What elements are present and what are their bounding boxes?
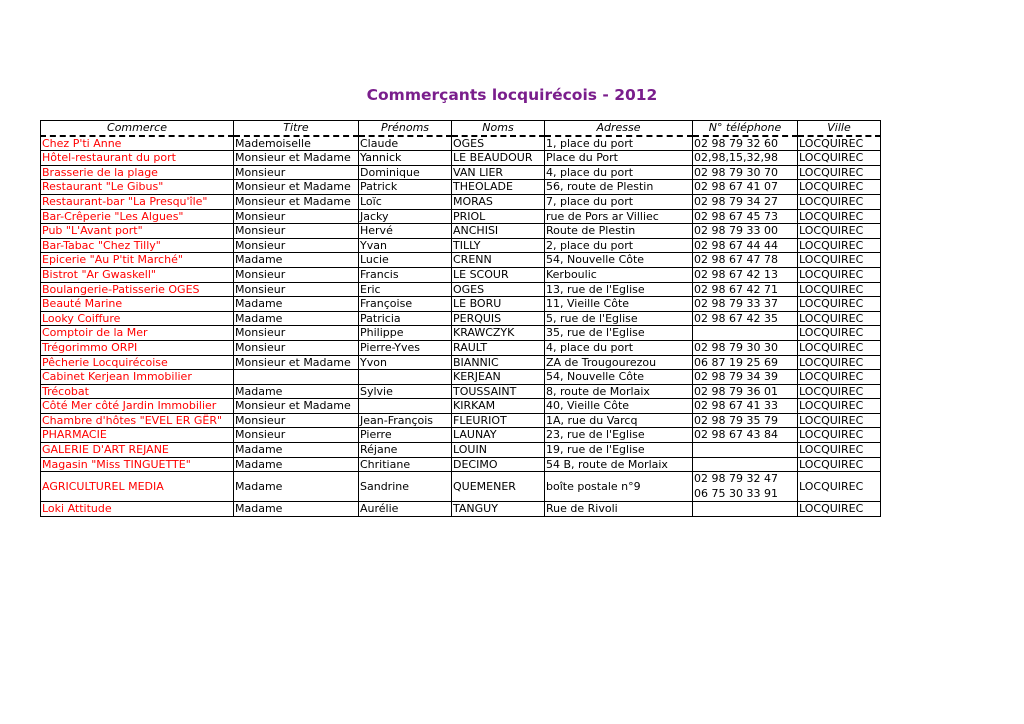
- cell-commerce: PHARMACIE: [41, 428, 234, 443]
- cell-ville: LOCQUIREC: [798, 384, 881, 399]
- cell-adresse: 35, rue de l'Eglise: [545, 326, 693, 341]
- cell-nom: MORAS: [452, 194, 545, 209]
- table-row: [41, 267, 881, 282]
- cell-nom: BIANNIC: [452, 355, 545, 370]
- cell-ville: LOCQUIREC: [798, 209, 881, 224]
- table-row: [41, 502, 881, 517]
- cell-adresse: 4, place du port: [545, 340, 693, 355]
- cell-titre: Monsieur et Madame: [234, 194, 359, 209]
- cell-titre: Madame: [234, 297, 359, 312]
- table-row: [41, 238, 881, 253]
- cell-titre: Madame: [234, 457, 359, 472]
- cell-prenom: Yvon: [359, 355, 452, 370]
- cell-titre: Madame: [234, 384, 359, 399]
- table-row: [41, 151, 881, 166]
- table-row: [41, 194, 881, 209]
- table-row: [41, 370, 881, 385]
- cell-prenom: Pierre-Yves: [359, 340, 452, 355]
- cell-prenom: Jean-François: [359, 413, 452, 428]
- cell-prenom: Dominique: [359, 165, 452, 180]
- cell-adresse: 40, Vieille Côte: [545, 399, 693, 414]
- cell-adresse: Route de Plestin: [545, 224, 693, 239]
- cell-prenom: Eric: [359, 282, 452, 297]
- cell-telephone: 06 87 19 25 69: [693, 355, 798, 370]
- cell-adresse: boîte postale n°9: [545, 472, 693, 502]
- column-header-telephone: N° téléphone: [693, 121, 798, 136]
- cell-prenom: Hervé: [359, 224, 452, 239]
- table-row: [41, 457, 881, 472]
- table-row: [41, 326, 881, 341]
- cell-prenom: Pierre: [359, 428, 452, 443]
- cell-nom: TOUSSAINT: [452, 384, 545, 399]
- table-row: [41, 384, 881, 399]
- table-row: [41, 180, 881, 195]
- cell-nom: ANCHISI: [452, 224, 545, 239]
- cell-commerce: Chambre d'hôtes "EVEL ER GËR": [41, 413, 234, 428]
- table-body: [41, 136, 881, 517]
- cell-nom: LE BEAUDOUR: [452, 151, 545, 166]
- cell-telephone: 02 98 79 34 39: [693, 370, 798, 385]
- cell-telephone: 02 98 79 34 27: [693, 194, 798, 209]
- cell-telephone: [693, 502, 798, 517]
- cell-adresse: 54, Nouvelle Côte: [545, 253, 693, 268]
- cell-nom: LE BORU: [452, 297, 545, 312]
- cell-commerce: Boulangerie-Patisserie OGES: [41, 282, 234, 297]
- cell-prenom: Yannick: [359, 151, 452, 166]
- cell-nom: LOUIN: [452, 443, 545, 458]
- cell-adresse: ZA de Trougourezou: [545, 355, 693, 370]
- cell-adresse: 11, Vieille Côte: [545, 297, 693, 312]
- cell-adresse: 13, rue de l'Eglise: [545, 282, 693, 297]
- cell-telephone: 02 98 67 44 44: [693, 238, 798, 253]
- cell-nom: PERQUIS: [452, 311, 545, 326]
- cell-adresse: 1, place du port: [545, 136, 693, 151]
- cell-nom: KRAWCZYK: [452, 326, 545, 341]
- cell-commerce: Pub "L'Avant port": [41, 224, 234, 239]
- cell-titre: Monsieur: [234, 238, 359, 253]
- table-row: [41, 443, 881, 458]
- column-header-noms: Noms: [452, 121, 545, 136]
- cell-titre: Madame: [234, 311, 359, 326]
- cell-adresse: Kerboulic: [545, 267, 693, 282]
- cell-telephone: 02 98 67 42 71: [693, 282, 798, 297]
- column-header-commerce: Commerce: [41, 121, 234, 136]
- cell-commerce: Magasin "Miss TINGUETTE": [41, 457, 234, 472]
- cell-telephone: [693, 457, 798, 472]
- cell-nom: DECIMO: [452, 457, 545, 472]
- cell-ville: LOCQUIREC: [798, 224, 881, 239]
- column-header-prenoms: Prénoms: [359, 121, 452, 136]
- cell-telephone: 02 98 79 33 37: [693, 297, 798, 312]
- cell-titre: Monsieur et Madame: [234, 399, 359, 414]
- cell-ville: LOCQUIREC: [798, 399, 881, 414]
- table-row: [41, 165, 881, 180]
- cell-adresse: rue de Pors ar Villiec: [545, 209, 693, 224]
- cell-telephone: 02 98 67 41 33: [693, 399, 798, 414]
- cell-ville: LOCQUIREC: [798, 502, 881, 517]
- table-row: [41, 413, 881, 428]
- cell-prenom: Sandrine: [359, 472, 452, 502]
- cell-prenom: Patrick: [359, 180, 452, 195]
- cell-ville: LOCQUIREC: [798, 340, 881, 355]
- cell-titre: Monsieur: [234, 267, 359, 282]
- cell-commerce: Beauté Marine: [41, 297, 234, 312]
- cell-ville: LOCQUIREC: [798, 165, 881, 180]
- cell-nom: KIRKAM: [452, 399, 545, 414]
- cell-titre: Monsieur: [234, 282, 359, 297]
- cell-prenom: Claude: [359, 136, 452, 151]
- cell-prenom: Aurélie: [359, 502, 452, 517]
- cell-ville: LOCQUIREC: [798, 413, 881, 428]
- cell-prenom: Philippe: [359, 326, 452, 341]
- cell-nom: LAUNAY: [452, 428, 545, 443]
- cell-telephone: [693, 472, 798, 502]
- cell-titre: Madame: [234, 443, 359, 458]
- table-row: [41, 209, 881, 224]
- cell-prenom: [359, 399, 452, 414]
- cell-ville: LOCQUIREC: [798, 443, 881, 458]
- cell-adresse: 23, rue de l'Eglise: [545, 428, 693, 443]
- cell-ville: LOCQUIREC: [798, 297, 881, 312]
- cell-titre: Monsieur: [234, 413, 359, 428]
- cell-commerce: Bar-Crêperie "Les Algues": [41, 209, 234, 224]
- cell-ville: LOCQUIREC: [798, 282, 881, 297]
- cell-titre: Madame: [234, 472, 359, 502]
- cell-prenom: [359, 370, 452, 385]
- cell-commerce: Trégorimmo ORPI: [41, 340, 234, 355]
- cell-adresse: 54, Nouvelle Côte: [545, 370, 693, 385]
- cell-telephone: 02 98 79 35 79: [693, 413, 798, 428]
- cell-commerce: Bar-Tabac "Chez Tilly": [41, 238, 234, 253]
- cell-ville: LOCQUIREC: [798, 253, 881, 268]
- cell-titre: Monsieur: [234, 209, 359, 224]
- cell-titre: Monsieur: [234, 340, 359, 355]
- cell-nom: TANGUY: [452, 502, 545, 517]
- table-row: [41, 282, 881, 297]
- cell-titre: Monsieur: [234, 326, 359, 341]
- cell-nom: PRIOL: [452, 209, 545, 224]
- cell-commerce: Trécobat: [41, 384, 234, 399]
- cell-commerce: Chez P'ti Anne: [41, 136, 234, 151]
- cell-nom: KERJEAN: [452, 370, 545, 385]
- cell-commerce: Brasserie de la plage: [41, 165, 234, 180]
- cell-telephone: 02 98 67 43 84: [693, 428, 798, 443]
- cell-commerce: Restaurant "Le Gibus": [41, 180, 234, 195]
- cell-ville: LOCQUIREC: [798, 326, 881, 341]
- cell-commerce: Bistrot "Ar Gwaskell": [41, 267, 234, 282]
- cell-ville: LOCQUIREC: [798, 457, 881, 472]
- cell-telephone: [693, 443, 798, 458]
- cell-nom: FLEURIOT: [452, 413, 545, 428]
- cell-commerce: Restaurant-bar "La Presqu'île": [41, 194, 234, 209]
- cell-prenom: Patricia: [359, 311, 452, 326]
- table-row: [41, 253, 881, 268]
- cell-prenom: Francis: [359, 267, 452, 282]
- cell-telephone: 02 98 67 45 73: [693, 209, 798, 224]
- header-row: [41, 121, 881, 136]
- cell-titre: Monsieur et Madame: [234, 151, 359, 166]
- cell-commerce: Looky Coiffure: [41, 311, 234, 326]
- column-header-ville: Ville: [798, 121, 881, 136]
- cell-ville: LOCQUIREC: [798, 428, 881, 443]
- cell-commerce: Hôtel-restaurant du port: [41, 151, 234, 166]
- merchants-table: [40, 120, 881, 517]
- table-row: [41, 399, 881, 414]
- cell-titre: Monsieur: [234, 224, 359, 239]
- cell-ville: LOCQUIREC: [798, 370, 881, 385]
- table-row: [41, 428, 881, 443]
- cell-telephone: 02 98 79 32 60: [693, 136, 798, 151]
- cell-ville: LOCQUIREC: [798, 472, 881, 502]
- cell-telephone: 02 98 67 41 07: [693, 180, 798, 195]
- cell-adresse: Place du Port: [545, 151, 693, 166]
- cell-nom: LE SCOUR: [452, 267, 545, 282]
- cell-adresse: 19, rue de l'Eglise: [545, 443, 693, 458]
- cell-adresse: 2, place du port: [545, 238, 693, 253]
- cell-titre: Monsieur et Madame: [234, 180, 359, 195]
- cell-titre: Mademoiselle: [234, 136, 359, 151]
- table-row: [41, 311, 881, 326]
- cell-telephone: 02,98,15,32,98: [693, 151, 798, 166]
- cell-adresse: 7, place du port: [545, 194, 693, 209]
- cell-nom: THEOLADE: [452, 180, 545, 195]
- cell-nom: OGES: [452, 282, 545, 297]
- cell-prenom: Lucie: [359, 253, 452, 268]
- cell-telephone: 02 98 79 30 70: [693, 165, 798, 180]
- cell-commerce: Comptoir de la Mer: [41, 326, 234, 341]
- cell-adresse: 1A, rue du Varcq: [545, 413, 693, 428]
- cell-commerce: Epicerie "Au P'tit Marché": [41, 253, 234, 268]
- cell-prenom: Sylvie: [359, 384, 452, 399]
- phone-line: 02 98 79 32 47: [694, 472, 778, 486]
- cell-titre: Monsieur: [234, 165, 359, 180]
- table-row: [41, 224, 881, 239]
- cell-adresse: 8, route de Morlaix: [545, 384, 693, 399]
- column-header-titre: Titre: [234, 121, 359, 136]
- cell-commerce: Côté Mer côté Jardin Immobilier: [41, 399, 234, 414]
- cell-prenom: Chritiane: [359, 457, 452, 472]
- cell-telephone: 02 98 67 42 35: [693, 311, 798, 326]
- cell-telephone: 02 98 67 47 78: [693, 253, 798, 268]
- cell-adresse: 56, route de Plestin: [545, 180, 693, 195]
- cell-ville: LOCQUIREC: [798, 355, 881, 370]
- cell-commerce: Pêcherie Locquirécoise: [41, 355, 234, 370]
- cell-commerce: AGRICULTUREL MEDIA: [41, 472, 234, 502]
- cell-titre: [234, 370, 359, 385]
- cell-ville: LOCQUIREC: [798, 238, 881, 253]
- cell-telephone: [693, 326, 798, 341]
- cell-nom: TILLY: [452, 238, 545, 253]
- cell-telephone: 02 98 67 42 13: [693, 267, 798, 282]
- cell-titre: Monsieur: [234, 428, 359, 443]
- cell-commerce: Cabinet Kerjean Immobilier: [41, 370, 234, 385]
- table-row: [41, 136, 881, 151]
- cell-prenom: Françoise: [359, 297, 452, 312]
- cell-ville: LOCQUIREC: [798, 311, 881, 326]
- cell-telephone: 02 98 79 33 00: [693, 224, 798, 239]
- cell-adresse: Rue de Rivoli: [545, 502, 693, 517]
- table-row: [41, 472, 881, 502]
- cell-prenom: Réjane: [359, 443, 452, 458]
- cell-prenom: Loïc: [359, 194, 452, 209]
- cell-ville: LOCQUIREC: [798, 151, 881, 166]
- table-row: [41, 297, 881, 312]
- cell-nom: RAULT: [452, 340, 545, 355]
- cell-adresse: 4, place du port: [545, 165, 693, 180]
- cell-nom: VAN LIER: [452, 165, 545, 180]
- cell-nom: QUEMENER: [452, 472, 545, 502]
- cell-prenom: Yvan: [359, 238, 452, 253]
- cell-telephone: 02 98 79 30 30: [693, 340, 798, 355]
- cell-titre: Madame: [234, 502, 359, 517]
- table-row: [41, 355, 881, 370]
- cell-titre: Monsieur et Madame: [234, 355, 359, 370]
- cell-adresse: 54 B, route de Morlaix: [545, 457, 693, 472]
- cell-nom: OGES: [452, 136, 545, 151]
- cell-ville: LOCQUIREC: [798, 180, 881, 195]
- column-header-adresse: Adresse: [545, 121, 693, 136]
- cell-commerce: Loki Attitude: [41, 502, 234, 517]
- cell-commerce: GALERIE D'ART REJANE: [41, 443, 234, 458]
- cell-prenom: Jacky: [359, 209, 452, 224]
- cell-ville: LOCQUIREC: [798, 194, 881, 209]
- cell-ville: LOCQUIREC: [798, 267, 881, 282]
- cell-adresse: 5, rue de l'Eglise: [545, 311, 693, 326]
- cell-ville: LOCQUIREC: [798, 136, 881, 151]
- cell-titre: Madame: [234, 253, 359, 268]
- cell-telephone: 02 98 79 36 01: [693, 384, 798, 399]
- table-row: [41, 340, 881, 355]
- page-title: Commerçants locquirécois - 2012: [366, 86, 658, 104]
- cell-nom: CRENN: [452, 253, 545, 268]
- phone-line: 06 75 30 33 91: [694, 486, 778, 500]
